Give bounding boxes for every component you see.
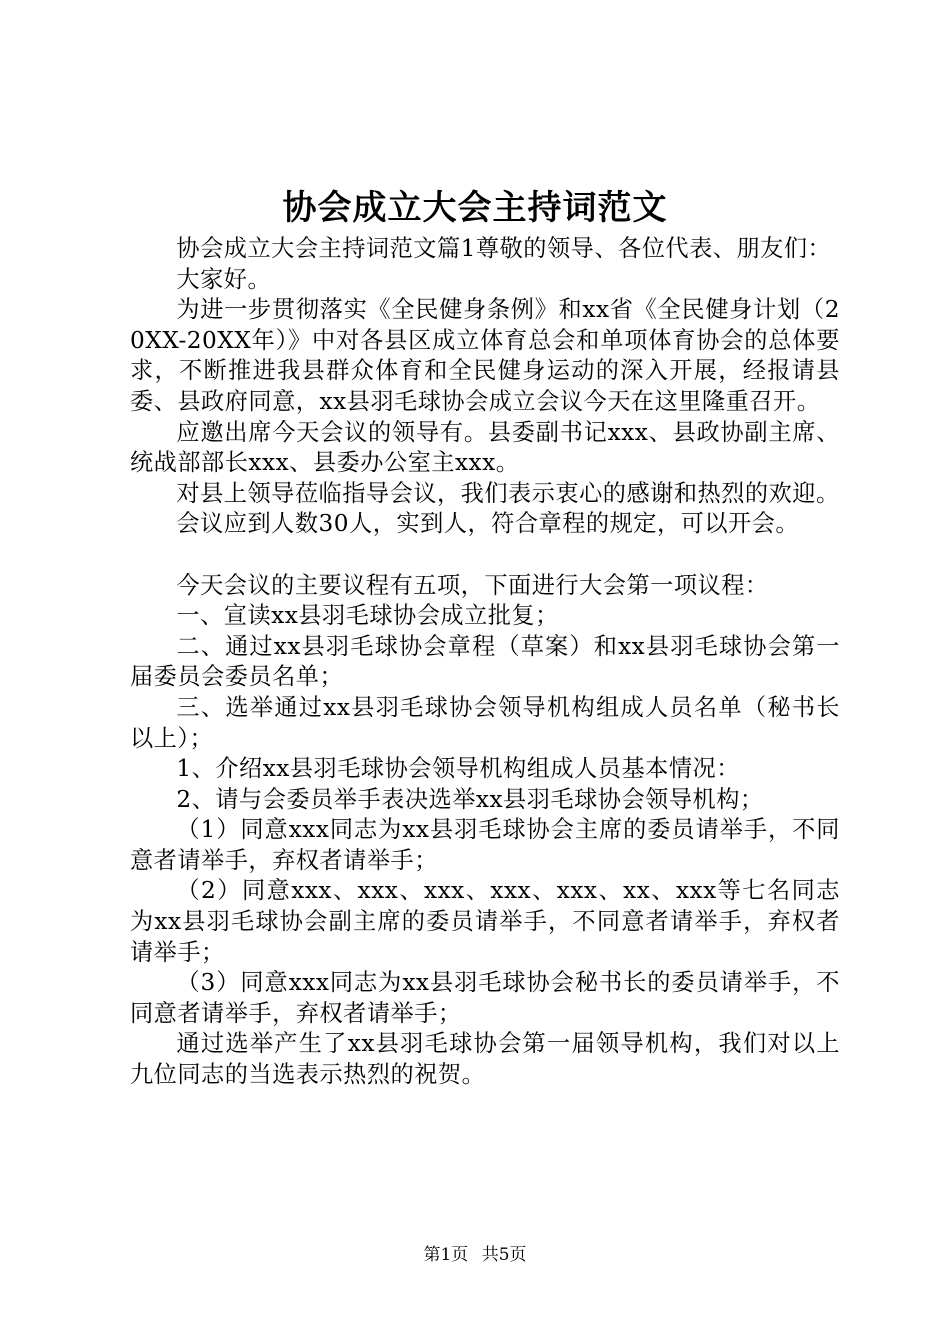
vote-item-3: （3）同意xxx同志为xx县羽毛球协会秘书长的委员请举手，不同意者请举手，弃权者请举手； xyxy=(130,969,840,1027)
agenda-item-2: 二、通过xx县羽毛球协会章程（草案）和xx县羽毛球协会第一届委员会委员名单； xyxy=(130,632,840,691)
paragraph-gap xyxy=(130,540,840,571)
paragraph-agenda-intro: 今天会议的主要议程有五项，下面进行大会第一项议程： xyxy=(176,571,769,599)
paragraph-greeting: 协会成立大会主持词范文篇1尊敬的领导、各位代表、朋友们： xyxy=(176,235,832,262)
document-title: 协会成立大会主持词范文 xyxy=(282,188,668,228)
agenda-subitem-1: 1、介绍xx县羽毛球协会领导机构组成人员基本情况： xyxy=(176,755,740,783)
agenda-subitem-2: 2、请与会委员举手表决选举xx县羽毛球协会领导机构； xyxy=(176,785,764,813)
paragraph-hello: 大家好。 xyxy=(176,265,272,293)
paragraph-leaders: 应邀出席今天会议的领导有。县委副书记xxx、县政协副主席、统战部部长xxx、县委办公室主xxx。 xyxy=(130,418,840,477)
vote-item-1: （1）同意xxx同志为xx县羽毛球协会主席的委员请举手，不同意者请举手，弃权者请举手； xyxy=(130,816,840,874)
page-number: 第1页 xyxy=(423,1245,469,1265)
agenda-item-3: 三、选举通过xx县羽毛球协会领导机构组成人员名单（秘书长以上）； xyxy=(130,693,840,752)
page-footer xyxy=(0,1243,950,1267)
paragraph-congratulations: 通过选举产生了xx县羽毛球协会第一届领导机构，我们对以上九位同志的当选表示热烈的祝贺。 xyxy=(130,1030,840,1089)
page-total: 共5页 xyxy=(481,1245,527,1265)
paragraph-thanks: 对县上领导莅临指导会议，我们表示衷心的感谢和热烈的欢迎。 xyxy=(176,479,840,507)
agenda-item-1: 一、宣读xx县羽毛球协会成立批复； xyxy=(176,602,559,630)
vote-item-2: （2）同意xxx、xxx、xxx、xxx、xxx、xx、xxx等七名同志为xx县羽毛球协会副主席的委员请举手，不同意者请举手，弃权者请举手； xyxy=(130,877,840,966)
paragraph-attendance: 会议应到人数30人，实到人，符合章程的规定，可以开会。 xyxy=(176,510,800,538)
document-body xyxy=(130,234,840,1091)
paragraph-purpose: 为进一步贯彻落实《全民健身条例》和xx省《全民健身计划（20XX-20XX年）》中对各县区成立体育总会和单项体育协会的总体要求，不断推进我县群众体育和全民健身运动的深入开展，经报请县委、县政府同意，xx县羽毛球协会成立会议今天在这里隆重召开。 xyxy=(130,296,840,415)
